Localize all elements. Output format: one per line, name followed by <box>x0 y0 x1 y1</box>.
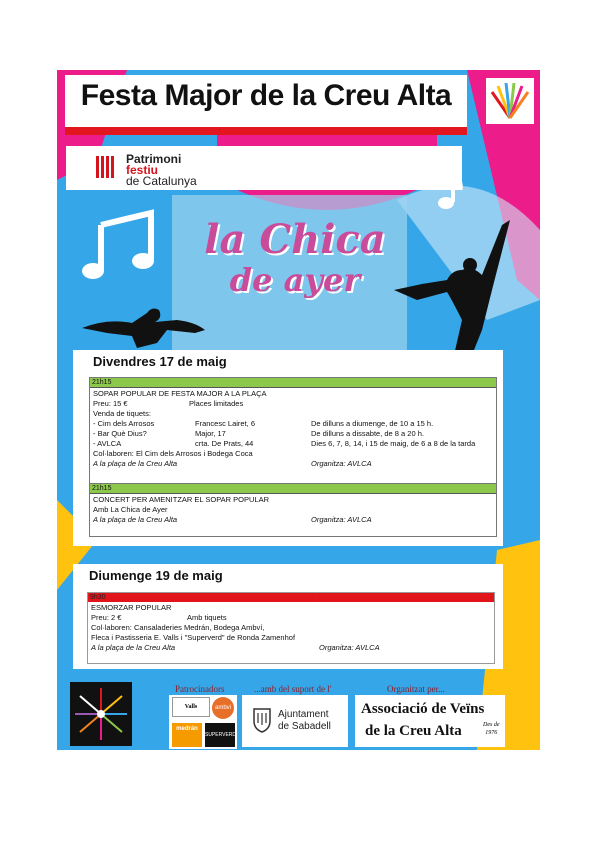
event-name: ESMORZAR POPULAR <box>91 603 172 612</box>
day2-event1 <box>87 592 495 664</box>
event-collab-line2: Fleca i Pastisseria E. Valls i "Superverd" de Ronda Zamenhof <box>91 633 296 642</box>
event-with: Amb La Chica de Ayer <box>93 505 168 514</box>
title-banner <box>65 75 467 135</box>
ajuntament-line1: Ajuntament <box>278 709 329 720</box>
sabadell-shield-icon <box>252 707 272 733</box>
fleca-logo: Valls <box>172 697 210 717</box>
event-time: 9h30 <box>90 594 106 601</box>
fireworks-image <box>70 682 132 746</box>
medran-logo: medrán <box>172 723 202 747</box>
sale-point-address: Francesc Lairet, 6 <box>195 419 256 428</box>
band-name <box>185 216 405 300</box>
event-name: CONCERT PER AMENITZAR EL SOPAR POPULAR <box>93 495 270 504</box>
poster <box>57 70 540 750</box>
support-label: ...amb del suport de l' <box>254 684 332 694</box>
organized-label: Organitzat per... <box>387 684 445 694</box>
patrimoni-line2: festiu <box>126 163 159 177</box>
sale-point-hours: De dilluns a diumenge, de 10 a 15 h. <box>311 419 434 428</box>
event-time-bar: 21h15 <box>90 484 496 494</box>
patrimoni-line1: Patrimoni <box>126 152 182 166</box>
since-line2: 1976 <box>485 730 498 736</box>
music-note-icon <box>71 205 166 285</box>
sale-point <box>93 419 496 429</box>
band-name-line2: de ayer <box>229 261 361 299</box>
event-place: A la plaça de la Creu Alta <box>93 459 178 468</box>
superverd-logo: SUPERVERD <box>205 723 235 747</box>
sale-point <box>93 439 496 449</box>
event-time-bar <box>88 593 494 602</box>
sale-point-address: crta. De Prats, 44 <box>195 439 254 448</box>
event-time-bar: 21h15 <box>90 378 496 388</box>
day1-card <box>73 350 503 546</box>
ambvi-logo: ambvi <box>212 697 234 719</box>
event-organizer: Organitza: AVLCA <box>311 459 372 468</box>
sale-point-name: - Cim dels Arrosos <box>93 419 155 428</box>
event-place: A la plaça de la Creu Alta <box>93 515 178 524</box>
fireworks-icon <box>70 682 132 746</box>
sale-point-hours: Dies 6, 7, 8, 14, i 15 de maig, de 6 a 8 de la tarda <box>311 439 476 448</box>
dancer-right-icon <box>392 220 527 355</box>
event-organizer: Organitza: AVLCA <box>311 515 372 524</box>
ajuntament-text <box>278 709 331 733</box>
sale-label: Venda de tiquets: <box>93 409 151 418</box>
day2-title: Diumenge 19 de maig <box>89 568 223 583</box>
sale-point-address: Major, 17 <box>195 429 226 438</box>
event-collab-line1: Col·laboren: Cansaladeries Medrán, Bodega Ambví, <box>91 623 265 632</box>
page-title: Festa Major de la Creu Alta <box>80 79 452 112</box>
event-name: SOPAR POPULAR DE FESTA MAJOR A LA PLAÇA <box>93 389 267 398</box>
since-badge <box>483 721 500 737</box>
patrimoni-logo-text <box>126 154 197 187</box>
since-line1: Des de <box>483 722 500 728</box>
association-logo <box>355 695 505 747</box>
event-organizer: Organitza: AVLCA <box>319 643 380 652</box>
association-line2: de la Creu Alta <box>365 723 462 739</box>
band-name-line1: la Chica <box>204 216 386 263</box>
patrimoni-logo-box <box>66 146 462 190</box>
association-line1: Associació de Veïns <box>361 701 485 717</box>
festival-logo <box>486 78 534 124</box>
sale-point <box>93 429 496 439</box>
day1-event2 <box>89 483 497 537</box>
ajuntament-logo <box>242 695 348 747</box>
sale-point-name: - AVLCA <box>93 439 122 448</box>
day2-card <box>73 564 503 669</box>
sale-point-name: - Bar Què Dius? <box>93 429 147 438</box>
fan-logo-icon <box>486 78 534 124</box>
event-tickets: Amb tiquets <box>187 613 227 622</box>
event-place: A la plaça de la Creu Alta <box>91 643 176 652</box>
patrimoni-line3: de Catalunya <box>126 174 197 188</box>
day1-event1 <box>89 377 497 485</box>
event-limited: Places limitades <box>189 399 244 408</box>
event-collab: Col·laboren: El Cim dels Arrosos i Bodega Coca <box>93 449 253 458</box>
sponsors-label: Patrocinadors <box>175 684 225 694</box>
day1-title: Divendres 17 de maig <box>93 354 227 369</box>
event-price: Preu: 2 € <box>91 613 122 622</box>
sponsor-logos <box>169 695 237 749</box>
event-price: Preu: 15 € <box>93 399 128 408</box>
ajuntament-line2: de Sabadell <box>278 721 331 732</box>
sale-point-hours: De dilluns a dissabte, de 8 a 20 h. <box>311 429 424 438</box>
